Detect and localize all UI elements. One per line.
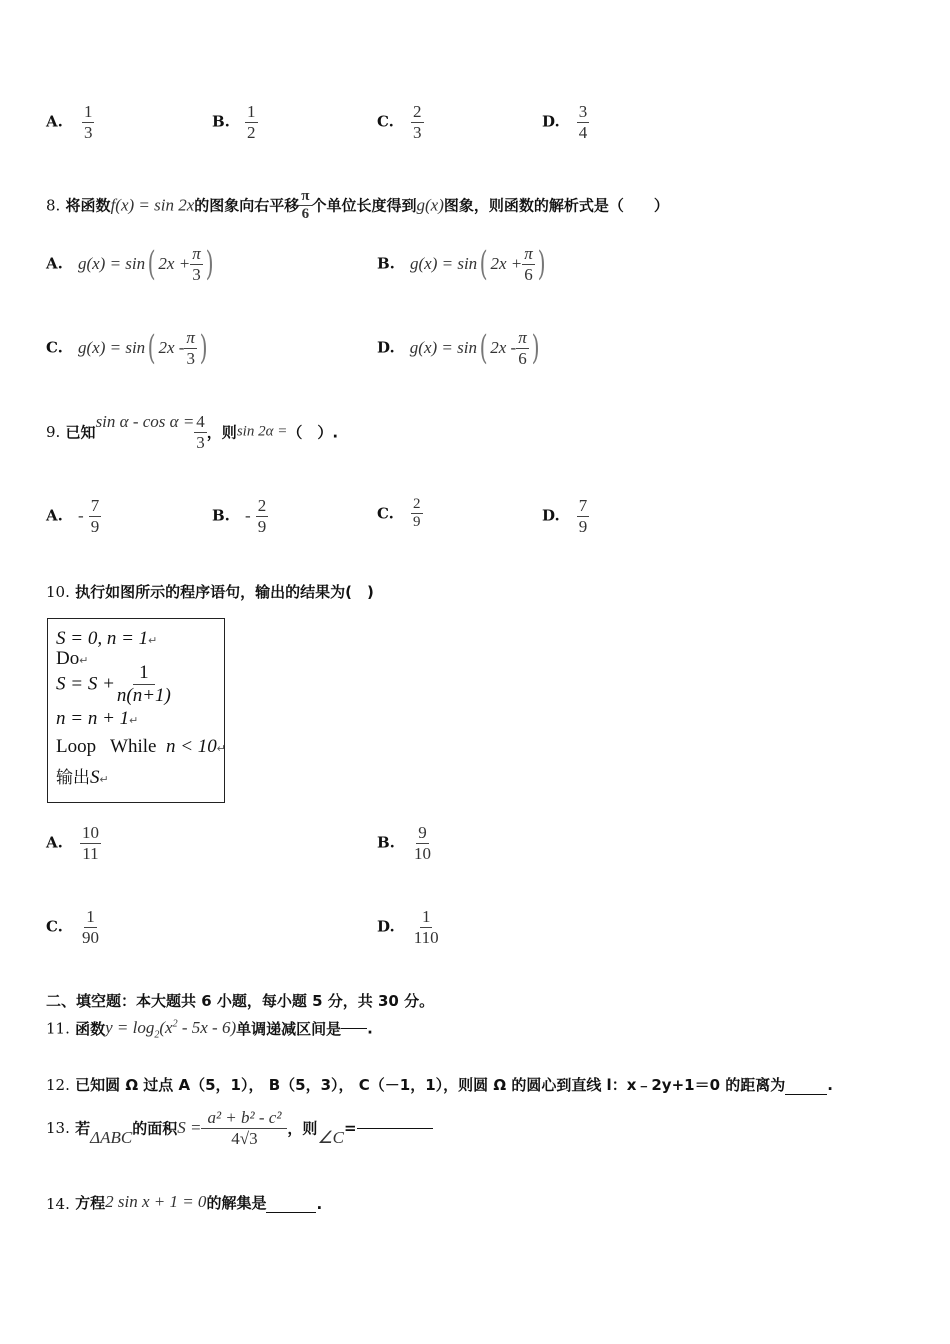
math-expr: sin α - cos α = [95, 412, 195, 431]
math-expr: sin 2α = [236, 423, 288, 440]
math-expr: 2 sin x + 1 = 0 [105, 1192, 207, 1211]
math-fraction: $\frac{\pi}{6}$ [301, 188, 310, 223]
q8-option-a[interactable]: A. g(x) = sin( 2x + $\frac{\pi}{3}$ ) [46, 244, 214, 285]
q9-option-a[interactable]: A. - $\frac{7}{9}$ [46, 496, 100, 536]
option-label: A. [46, 833, 63, 852]
q8-option-b[interactable]: B. g(x) = sin( 2x + $\frac{\pi}{6}$ ) [377, 244, 546, 285]
code-line-increment: n = n + 1↵ [56, 708, 139, 729]
option-label: A. [46, 254, 63, 273]
q10-option-b[interactable]: B. $\frac{9}{10}$ [377, 823, 431, 863]
option-label: B. [377, 254, 395, 273]
option-label: C. [46, 338, 63, 357]
code-line-output: 输出S↵ [56, 767, 109, 788]
math-expr: $y = \log_2(x^2 - 5x - 6)$ [105, 1018, 237, 1041]
math-expr: f(x) = sin 2x [110, 195, 195, 215]
answer-blank[interactable] [266, 1212, 316, 1213]
option-label: B. [212, 112, 230, 131]
option-label: D. [377, 338, 395, 357]
code-line-init: S = 0, n = 1↵ [56, 628, 158, 649]
question-8-stem: 8. 将函数f(x) = sin 2x的图象向右平移 $\frac{\pi}{6}$ 个单位长度得到g(x)图象，则函数的解析式是（ ） [46, 188, 669, 223]
code-line-loop: Loop While n < 10↵ [56, 736, 226, 757]
option-label: D. [542, 112, 560, 131]
section-heading: 二、填空题：本大题共 6 小题，每小题 5 分，共 30 分。 [46, 992, 435, 1010]
question-number: 12. [46, 1076, 70, 1094]
question-13: 13. 若ΔABC的面积S = $\frac{\text{a² + b² - c²}}{4√3}$ ，则∠C= [46, 1108, 433, 1148]
math-fraction: $\frac{4}{3}$ [196, 412, 205, 452]
q7-option-b[interactable] [212, 102, 258, 142]
code-line-do: Do↵ [56, 648, 89, 669]
option-fraction: $\frac{3}{4}$ [578, 102, 588, 142]
option-label: B. [377, 833, 395, 852]
option-label: D. [542, 506, 560, 525]
question-12: 12. 已知圆 Ω 过点 A（5，1）， B（5，3）， C（－1，1），则圆 Ω 的圆心到直线 l：x﹣2y+1＝0 的距离为 . [46, 1076, 833, 1094]
option-fraction: $\frac{2}{3}$ [413, 102, 422, 142]
q10-option-d[interactable]: D. $\frac{1}{110}$ [377, 907, 439, 947]
option-label: C. [377, 112, 394, 131]
q7-option-c[interactable] [377, 102, 424, 142]
answer-blank[interactable] [341, 1028, 367, 1029]
question-number: 13. [46, 1119, 70, 1138]
q9-option-d[interactable]: D. $\frac{7}{9}$ [542, 496, 588, 536]
question-10-stem: 10. 执行如图所示的程序语句，输出的结果为( ) [46, 583, 374, 601]
question-number: 8. [46, 196, 61, 215]
option-label: C. [377, 504, 394, 523]
option-label: C. [46, 917, 63, 936]
question-number: 9. [46, 423, 61, 442]
q9-option-c[interactable]: C. $\frac{2}{9}$ [377, 496, 421, 531]
q7-option-d[interactable] [542, 102, 589, 142]
option-label: A. [46, 506, 63, 525]
answer-blank[interactable] [357, 1128, 433, 1129]
question-11: 11. 函数$y = \log_2(x^2 - 5x - 6)$单调递减区间是 . [46, 1018, 373, 1041]
question-9-stem: 9. 已知sin α - cos α = $\frac{4}{3}$ ，则sin 2α =（ ）. [46, 412, 339, 452]
code-line-sum: S = S + $\frac{1}{n(n+1)}$ [56, 662, 171, 706]
option-label: A. [46, 112, 63, 131]
question-number: 14. [46, 1195, 70, 1213]
question-number: 11. [46, 1019, 70, 1038]
option-fraction: $\frac{1}{3}$ [83, 102, 93, 142]
math-expr: g(x) [416, 195, 444, 215]
area-fraction: $\frac{\text{a² + b² - c²}}{4√3}$ [201, 1108, 287, 1148]
option-label: B. [212, 506, 230, 525]
option-label: D. [377, 917, 395, 936]
question-14: 14. 方程2 sin x + 1 = 0的解集是 . [46, 1192, 323, 1213]
q8-option-d[interactable]: D. g(x) = sin( 2x - $\frac{\pi}{6}$ ) [377, 328, 540, 369]
question-number: 10. [46, 583, 70, 601]
answer-blank[interactable] [785, 1094, 827, 1095]
option-fraction: $\frac{1}{2}$ [247, 102, 256, 142]
q7-option-a[interactable] [46, 102, 94, 142]
q8-option-c[interactable]: C. g(x) = sin( 2x - $\frac{\pi}{3}$ ) [46, 328, 208, 369]
q10-option-c[interactable]: C. $\frac{1}{90}$ [46, 907, 99, 947]
q10-option-a[interactable]: A. $\frac{10}{11}$ [46, 823, 99, 863]
q9-option-b[interactable]: B. - $\frac{2}{9}$ [212, 496, 267, 536]
